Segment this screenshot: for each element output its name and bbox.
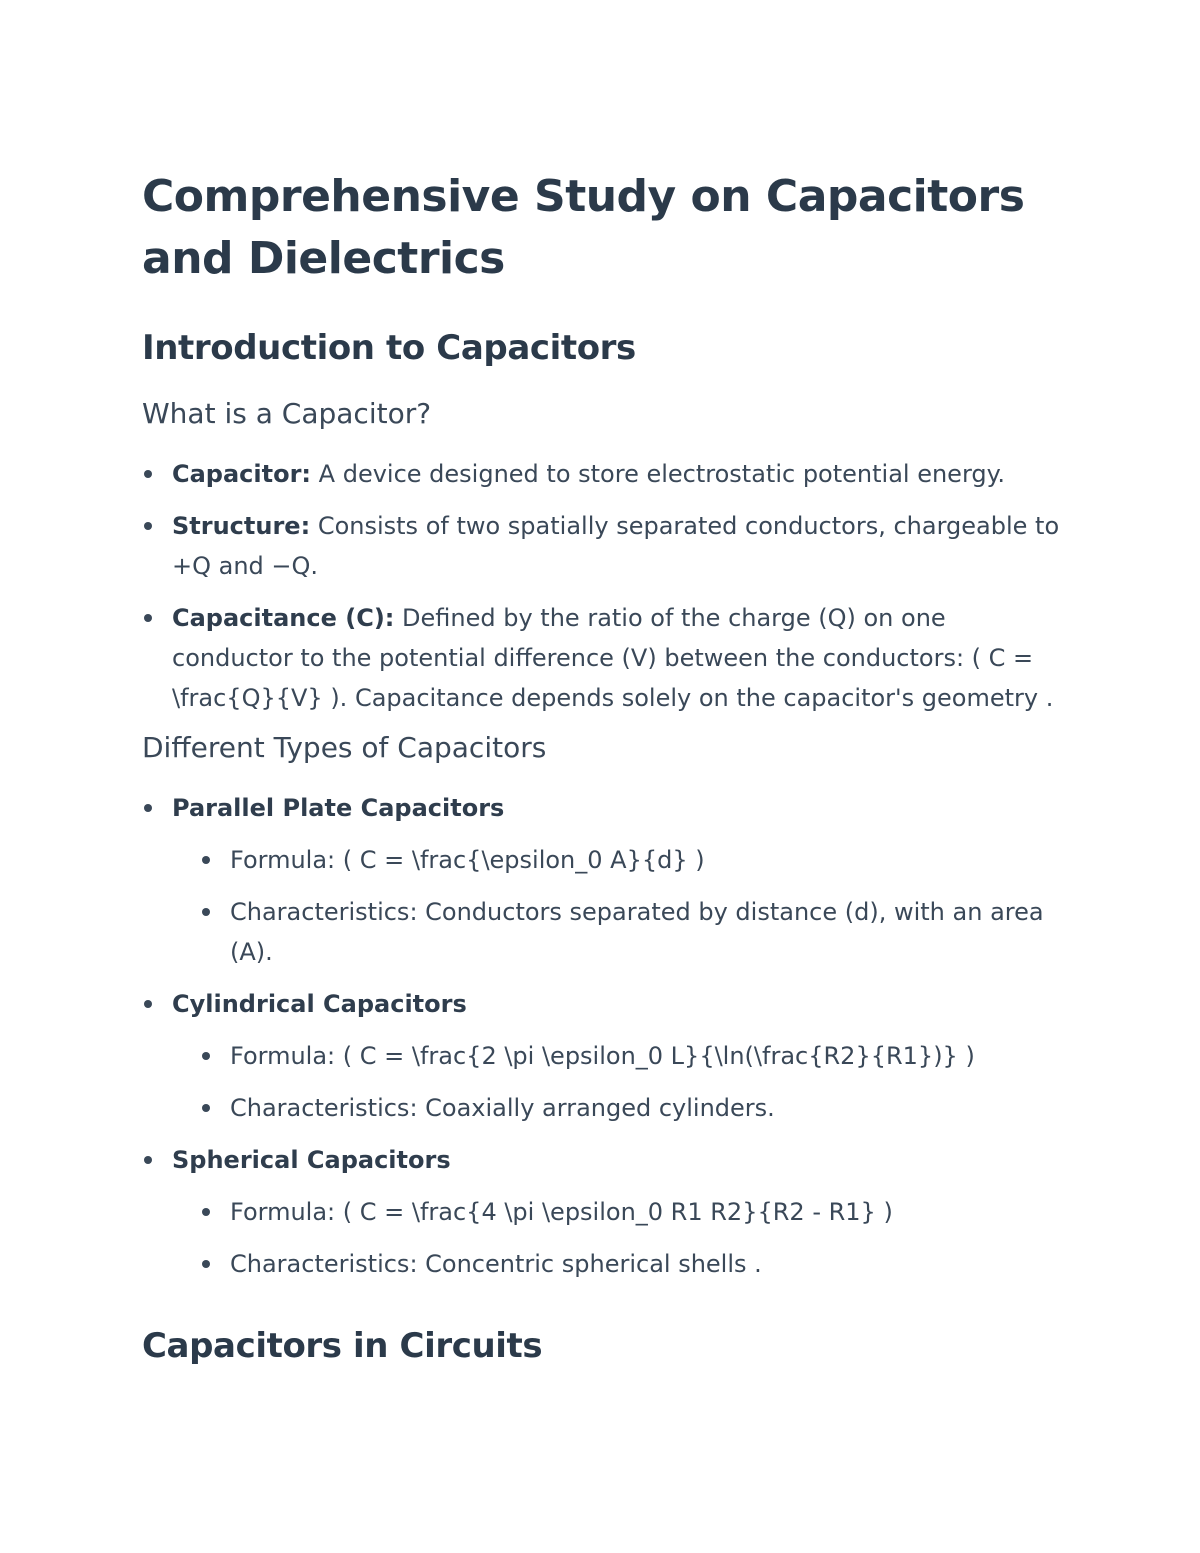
bullet-icon [144, 614, 152, 622]
bullet-icon [144, 804, 152, 812]
formula-text: Formula: ( C = \frac{2 \pi \epsilon_0 L}{\ln(\frac{R2}{R1})} ) [230, 1042, 975, 1070]
subsection-heading-types: Different Types of Capacitors [142, 731, 547, 764]
list-item-cylindrical [142, 984, 1062, 1128]
bullet-icon [202, 856, 210, 864]
document-page [142, 166, 1062, 1394]
document-title: Comprehensive Study on Capacitors and Dielectrics [142, 171, 1025, 284]
characteristics-item [172, 1088, 1062, 1128]
type-details [172, 840, 1062, 972]
formula-item [172, 1192, 1062, 1232]
term-label: Capacitor: [172, 460, 312, 488]
formula-text: Formula: ( C = \frac{4 \pi \epsilon_0 R1 R2}{R2 - R1} ) [230, 1198, 893, 1226]
section-heading-circuits: Capacitors in Circuits [142, 1326, 543, 1366]
term-description: A device designed to store electrostatic potential energy. [311, 460, 1006, 488]
characteristics-item [172, 1244, 1062, 1284]
bullet-icon [144, 1156, 152, 1164]
formula-text: Formula: ( C = \frac{\epsilon_0 A}{d} ) [230, 846, 705, 874]
term-description: Defined by the ratio of the charge (Q) on one conductor to the potential difference (V) between the conductors: ( C = \frac{Q}{V} ). Capacitance depends solely on the capacitor's geometry . [172, 604, 1054, 712]
formula-item [172, 840, 1062, 880]
type-details [172, 1192, 1062, 1284]
formula-item [172, 1036, 1062, 1076]
type-name: Cylindrical Capacitors [172, 990, 467, 1018]
term-label: Structure: [172, 512, 311, 540]
section-heading-introduction: Introduction to Capacitors [142, 328, 636, 368]
list-item-parallel-plate [142, 788, 1062, 972]
list-item-spherical [142, 1140, 1062, 1284]
capacitor-types-list [142, 788, 1062, 1284]
term-description: Consists of two spatially separated conductors, chargeable to +Q and −Q. [172, 512, 1060, 580]
definition-list [142, 454, 1062, 718]
bullet-icon [202, 1052, 210, 1060]
bullet-icon [202, 1260, 210, 1268]
term-label: Capacitance (C): [172, 604, 395, 632]
bullet-icon [202, 1104, 210, 1112]
list-item-capacitance [142, 598, 1062, 718]
characteristics-text: Characteristics: Conductors separated by distance (d), with an area (A). [230, 898, 1044, 966]
bullet-icon [144, 1000, 152, 1008]
characteristics-item [172, 892, 1062, 972]
bullet-icon [144, 522, 152, 530]
bullet-icon [202, 1208, 210, 1216]
list-item-structure [142, 506, 1062, 586]
type-details [172, 1036, 1062, 1128]
characteristics-text: Characteristics: Concentric spherical shells . [230, 1250, 762, 1278]
type-name: Parallel Plate Capacitors [172, 794, 505, 822]
subsection-heading-what-is: What is a Capacitor? [142, 397, 432, 430]
characteristics-text: Characteristics: Coaxially arranged cylinders. [230, 1094, 775, 1122]
type-name: Spherical Capacitors [172, 1146, 451, 1174]
list-item-capacitor [142, 454, 1062, 494]
bullet-icon [144, 470, 152, 478]
bullet-icon [202, 908, 210, 916]
